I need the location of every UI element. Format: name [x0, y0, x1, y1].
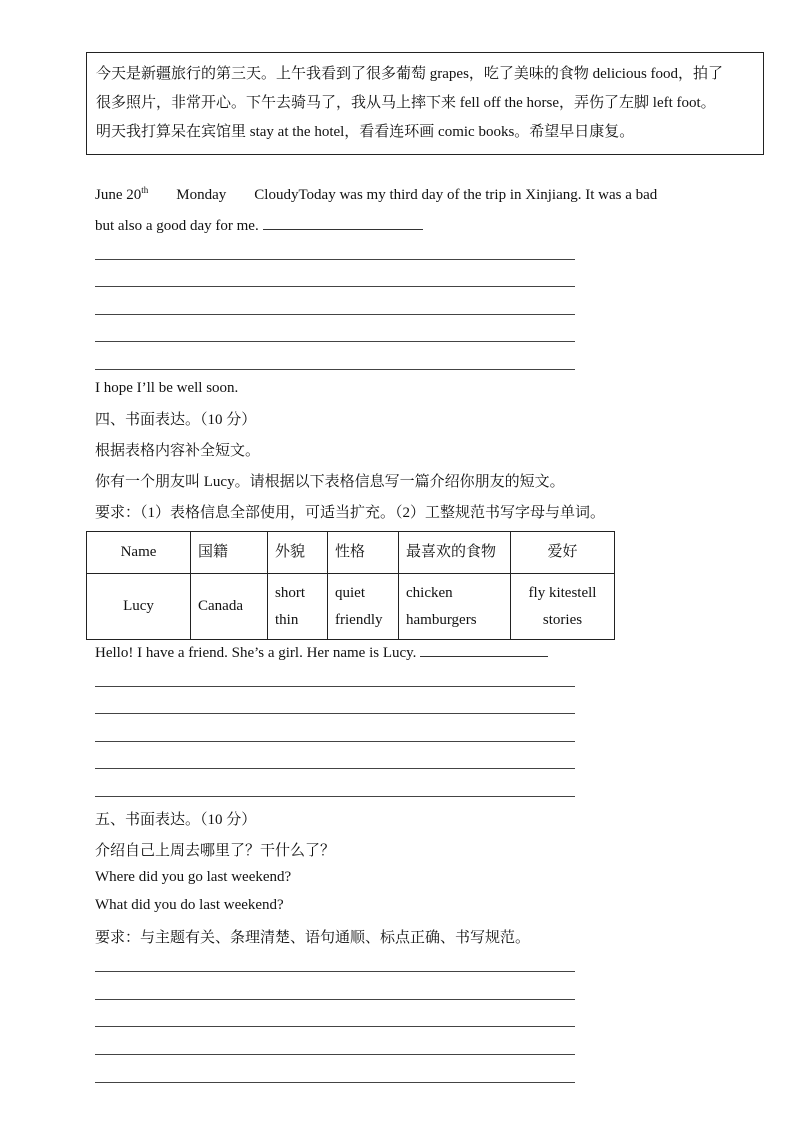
prompt-line-2: 很多照片，非常开心。下午去骑马了，我从马上摔下来 fell off the horse，弄伤了左脚 left foot。 [96, 95, 716, 111]
writing-line[interactable] [95, 369, 575, 370]
section4-starter-text: Hello! I have a friend. She’s a girl. Her name is Lucy. [95, 645, 417, 661]
writing-line[interactable] [95, 999, 575, 1000]
writing-line[interactable] [95, 341, 575, 342]
section5-question-2: What did you do last weekend? [95, 897, 284, 913]
diary-line-1 [95, 187, 657, 204]
table-cell-hobby [511, 574, 615, 640]
diary-closing: I hope I’ll be well soon. [95, 380, 239, 396]
info-table [86, 531, 615, 640]
section4-title: 四、书面表达。（10 分） [95, 412, 257, 428]
table-header-favorite-food: 最喜欢的食物 [399, 532, 511, 574]
diary-weather-text: CloudyToday was my third day of the trip in Xinjiang. It was a bad [254, 187, 658, 203]
writing-line[interactable] [95, 713, 575, 714]
prompt-box [86, 52, 764, 155]
cell-line: short [275, 584, 305, 601]
writing-line[interactable] [95, 1026, 575, 1027]
table-cell-name: Lucy [87, 574, 191, 640]
diary-line-2-text: but also a good day for me. [95, 218, 259, 234]
prompt-line-1: 今天是新疆旅行的第三天。上午我看到了很多葡萄 grapes，吃了美味的食物 delicious food，拍了 [96, 66, 724, 82]
table-header-row [87, 532, 615, 574]
section4-requirements: 要求：（1）表格信息全部使用，可适当扩充。（2）工整规范书写字母与单词。 [95, 505, 606, 521]
cell-line: thin [275, 611, 299, 628]
table-cell-favorite-food [399, 574, 511, 640]
writing-line[interactable] [95, 314, 575, 315]
table-header-hobby: 爱好 [511, 532, 615, 574]
cell-line: quiet [335, 584, 365, 601]
diary-blank[interactable] [263, 215, 423, 230]
table-cell-appearance [268, 574, 328, 640]
table-header-nationality: 国籍 [191, 532, 268, 574]
section4-starter [95, 642, 548, 662]
writing-line[interactable] [95, 1082, 575, 1083]
section5-question-1: Where did you go last weekend? [95, 869, 292, 885]
cell-line: friendly [335, 611, 383, 628]
table-header-name: Name [87, 532, 191, 574]
writing-line[interactable] [95, 741, 575, 742]
cell-line: fly kitestell [528, 584, 597, 601]
writing-line[interactable] [95, 971, 575, 972]
writing-line[interactable] [95, 768, 575, 769]
section4-instruction-1: 根据表格内容补全短文。 [95, 443, 261, 459]
writing-line[interactable] [95, 286, 575, 287]
cell-line: chicken [406, 584, 453, 601]
prompt-line-3: 明天我打算呆在宾馆里 stay at the hotel，看看连环画 comic books。希望早日康复。 [96, 124, 635, 140]
diary-date: June 20th [95, 185, 149, 203]
table-cell-nationality: Canada [191, 574, 268, 640]
diary-line-2 [95, 215, 423, 235]
section5-requirements: 要求：与主题有关、条理清楚、语句通顺、标点正确、书写规范。 [95, 930, 531, 946]
section4-instruction-2: 你有一个朋友叫 Lucy。请根据以下表格信息写一篇介绍你朋友的短文。 [95, 474, 565, 490]
section5-title: 五、书面表达。（10 分） [95, 812, 257, 828]
section5-instruction: 介绍自己上周去哪里了？干什么了？ [95, 843, 336, 859]
cell-line: hamburgers [406, 611, 477, 628]
table-header-appearance: 外貌 [268, 532, 328, 574]
table-row [87, 574, 615, 640]
writing-line[interactable] [95, 686, 575, 687]
cell-line: stories [542, 611, 583, 628]
diary-weekday: Monday [176, 187, 227, 203]
table-cell-personality [328, 574, 399, 640]
table-header-personality: 性格 [328, 532, 399, 574]
section4-blank[interactable] [420, 642, 548, 657]
writing-line[interactable] [95, 259, 575, 260]
writing-line[interactable] [95, 796, 575, 797]
writing-line[interactable] [95, 1054, 575, 1055]
